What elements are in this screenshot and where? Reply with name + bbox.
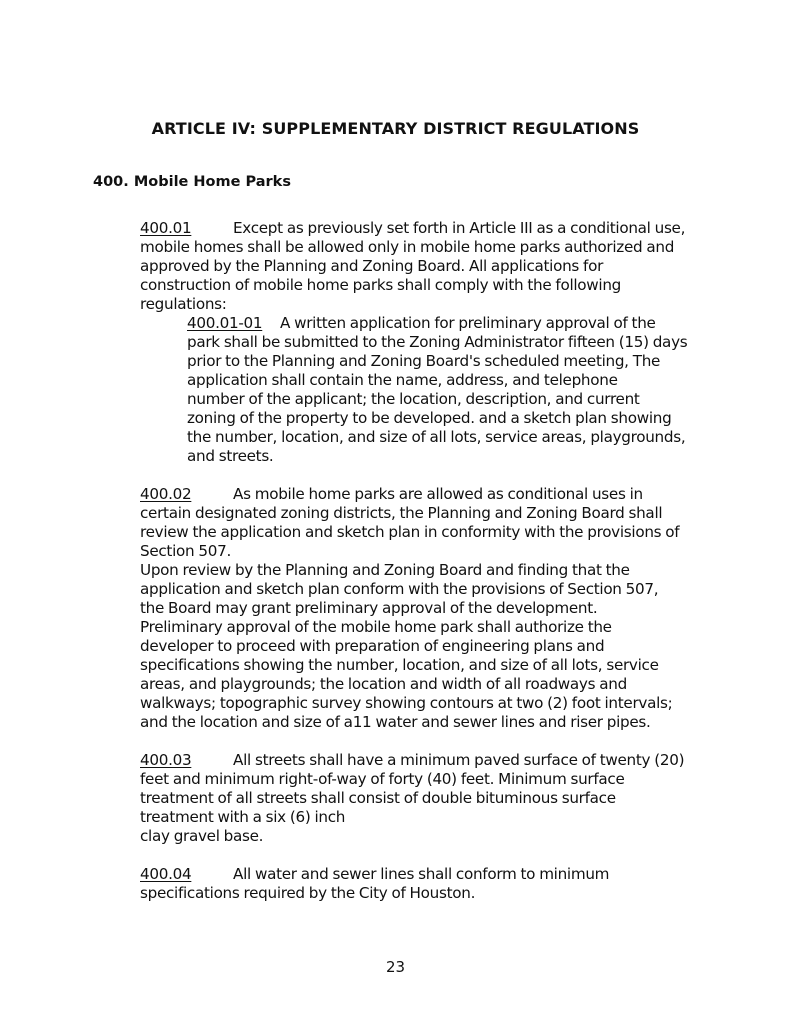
article-title: ARTICLE IV: SUPPLEMENTARY DISTRICT REGULATIONS: [151, 119, 640, 138]
section-title: 400. Mobile Home Parks: [93, 174, 291, 190]
paragraph-400-02: [140, 485, 710, 732]
paragraph-text: approved by the Planning and Zoning Board. All applications for: [140, 257, 604, 275]
paragraph-text: the number, location, and size of all lots, service areas, playgrounds,: [187, 428, 686, 446]
paragraph-text: park shall be submitted to the Zoning Administrator fifteen (15) days: [187, 333, 688, 351]
paragraph-text: construction of mobile home parks shall comply with the following: [140, 276, 621, 294]
paragraph-line: [140, 865, 710, 884]
paragraph-line: [140, 485, 710, 504]
paragraph-text: and the location and size of a11 water and sewer lines and riser pipes.: [140, 713, 651, 731]
section-number: 400.01: [140, 219, 192, 237]
paragraph-text: treatment of all streets shall consist of double bituminous surface: [140, 789, 616, 807]
paragraph-text: number of the applicant; the location, description, and current: [187, 390, 640, 408]
paragraph-text: mobile homes shall be allowed only in mobile home parks authorized and: [140, 238, 675, 256]
paragraph-text: developer to proceed with preparation of engineering plans and: [140, 637, 605, 655]
paragraph-text: specifications showing the number, location, and size of all lots, service: [140, 656, 659, 674]
paragraph-text: clay gravel base.: [140, 827, 264, 845]
paragraph-text: regulations:: [140, 295, 227, 313]
paragraph-text: zoning of the property to be developed. and a sketch plan showing: [187, 409, 672, 427]
section-number: 400.01-01: [187, 314, 263, 332]
section-number: 400.02: [140, 485, 192, 503]
paragraph-text: Preliminary approval of the mobile home park shall authorize the: [140, 618, 612, 636]
paragraph-text: feet and minimum right-of-way of forty (40) feet. Minimum surface: [140, 770, 625, 788]
paragraph-text: the Board may grant preliminary approval of the development.: [140, 599, 598, 617]
paragraph-text: certain designated zoning districts, the Planning and Zoning Board shall: [140, 504, 663, 522]
paragraph-line: [187, 314, 707, 333]
paragraph-400-01-01: [187, 314, 707, 466]
paragraph-text: All streets shall have a minimum paved surface of twenty (20): [233, 751, 685, 769]
paragraph-400-01: [140, 219, 710, 314]
paragraph-400-04: [140, 865, 710, 903]
paragraph-text: and streets.: [187, 447, 274, 465]
paragraph-line: [140, 751, 710, 770]
paragraph-text: Except as previously set forth in Article III as a conditional use,: [233, 219, 686, 237]
paragraph-text: All water and sewer lines shall conform to minimum: [233, 865, 610, 883]
page-number: 23: [385, 958, 406, 976]
paragraph-line: [140, 219, 710, 238]
paragraph-text: As mobile home parks are allowed as conditional uses in: [233, 485, 643, 503]
paragraph-text: treatment with a six (6) inch: [140, 808, 346, 826]
paragraph-text: A written application for preliminary approval of the: [280, 314, 656, 332]
paragraph-text: application shall contain the name, address, and telephone: [187, 371, 618, 389]
paragraph-text: specifications required by the City of Houston.: [140, 884, 476, 902]
section-number: 400.03: [140, 751, 192, 769]
paragraph-text: walkways; topographic survey showing contours at two (2) foot intervals;: [140, 694, 673, 712]
paragraph-text: application and sketch plan conform with the provisions of Section 507,: [140, 580, 659, 598]
paragraph-text: review the application and sketch plan in conformity with the provisions of: [140, 523, 680, 541]
paragraph-400-03: [140, 751, 710, 846]
paragraph-text: Upon review by the Planning and Zoning Board and finding that the: [140, 561, 630, 579]
paragraph-text: prior to the Planning and Zoning Board's scheduled meeting, The: [187, 352, 661, 370]
paragraph-text: Section 507.: [140, 542, 231, 560]
paragraph-text: areas, and playgrounds; the location and width of all roadways and: [140, 675, 627, 693]
section-number: 400.04: [140, 865, 192, 883]
